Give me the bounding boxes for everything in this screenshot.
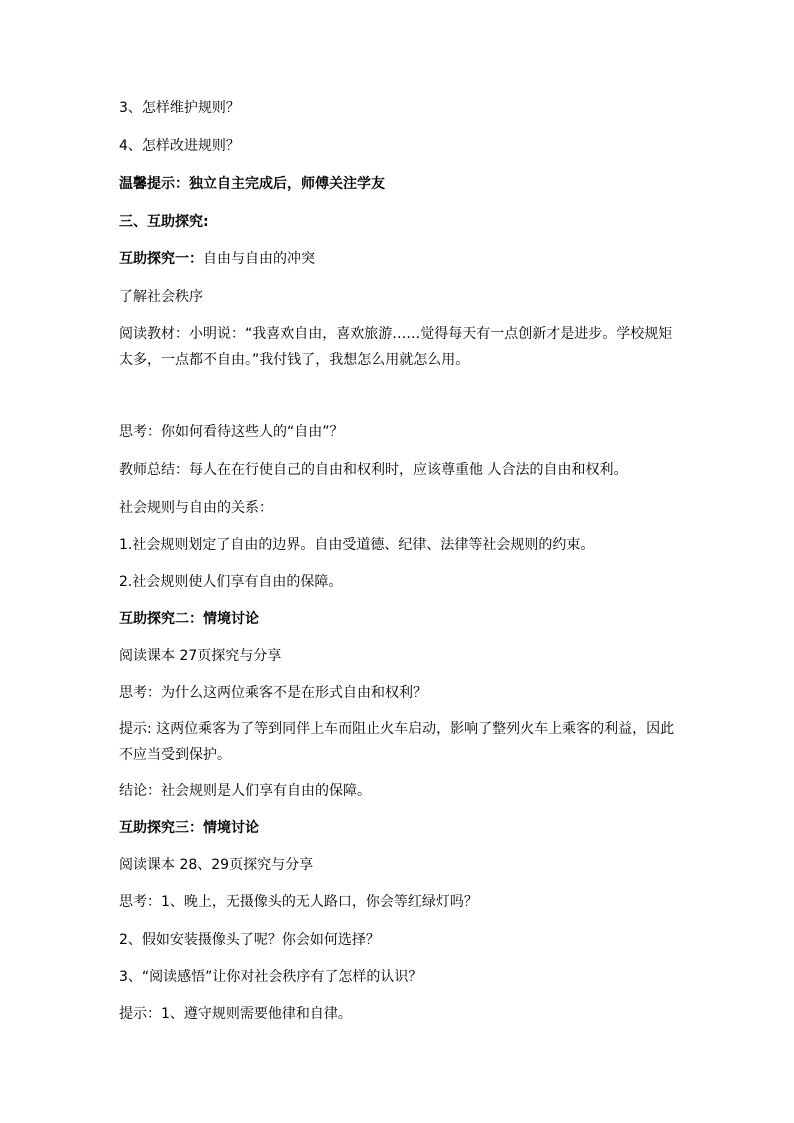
think-traffic-light: 思考：1、晚上，无摄像头的无人路口，你会等红绿灯吗？: [119, 894, 478, 910]
hint-rules: 提示：1、遵守规则需要他律和自律。: [119, 1006, 352, 1022]
explore-one-label: 互助探究一：: [119, 251, 203, 267]
hint-passengers: 提示: 这两位乘客为了等到同伴上车而阻止火车启动，影响了整列火车上乘客的利益，因此不应当受到保护。: [119, 721, 675, 763]
explore-one-title: 自由与自由的冲突: [203, 251, 315, 267]
relation-point-1: 1.社会规则划定了自由的边界。自由受道德、纪律、法律等社会规则的约束。: [119, 537, 595, 553]
think-passengers: 思考：为什么这两位乘客不是在形式自由和权利？: [119, 685, 427, 701]
conclusion: 结论：社会规则是人们享有自由的保障。: [119, 783, 371, 799]
social-order-line: 了解社会秩序: [119, 289, 203, 305]
section-heading: 三、互助探究:: [119, 214, 209, 230]
read-page-28-29: 阅读课本 28、29页探究与分享: [119, 857, 314, 873]
read-page-27: 阅读课本 27页探究与分享: [119, 648, 282, 664]
think-freedom: 思考：你如何看待这些人的“自由”？: [119, 424, 344, 440]
question-4: 4、怎样改进规则？: [119, 138, 240, 154]
explore-one-heading: [119, 249, 679, 269]
reading-material: 阅读教材：小明说：“我喜欢自由，喜欢旅游……觉得每天有一点创新才是进步。学校规矩太多，一点都不自由。”我付钱了，我想怎么用就怎么用。: [119, 326, 673, 368]
explore-three-heading: 互助探究三：情境讨论: [119, 820, 259, 836]
tip-heading: 温馨提示：独立自主完成后，师傅关注学友: [119, 176, 385, 192]
question-3: 3、怎样维护规则？: [119, 100, 240, 116]
think-reading: 3、“阅读感悟”让你对社会秩序有了怎样的认识？: [119, 969, 423, 985]
relation-point-2: 2.社会规则使人们享有自由的保障。: [119, 574, 343, 590]
think-camera: 2、假如安装摄像头了呢？你会如何选择？: [119, 932, 380, 948]
teacher-summary: 教师总结：每人在在行使自己的自由和权利时，应该尊重他 人合法的自由和权利。: [119, 462, 628, 478]
explore-two-heading: 互助探究二：情境讨论: [119, 611, 259, 627]
relation-heading: 社会规则与自由的关系：: [119, 500, 273, 516]
